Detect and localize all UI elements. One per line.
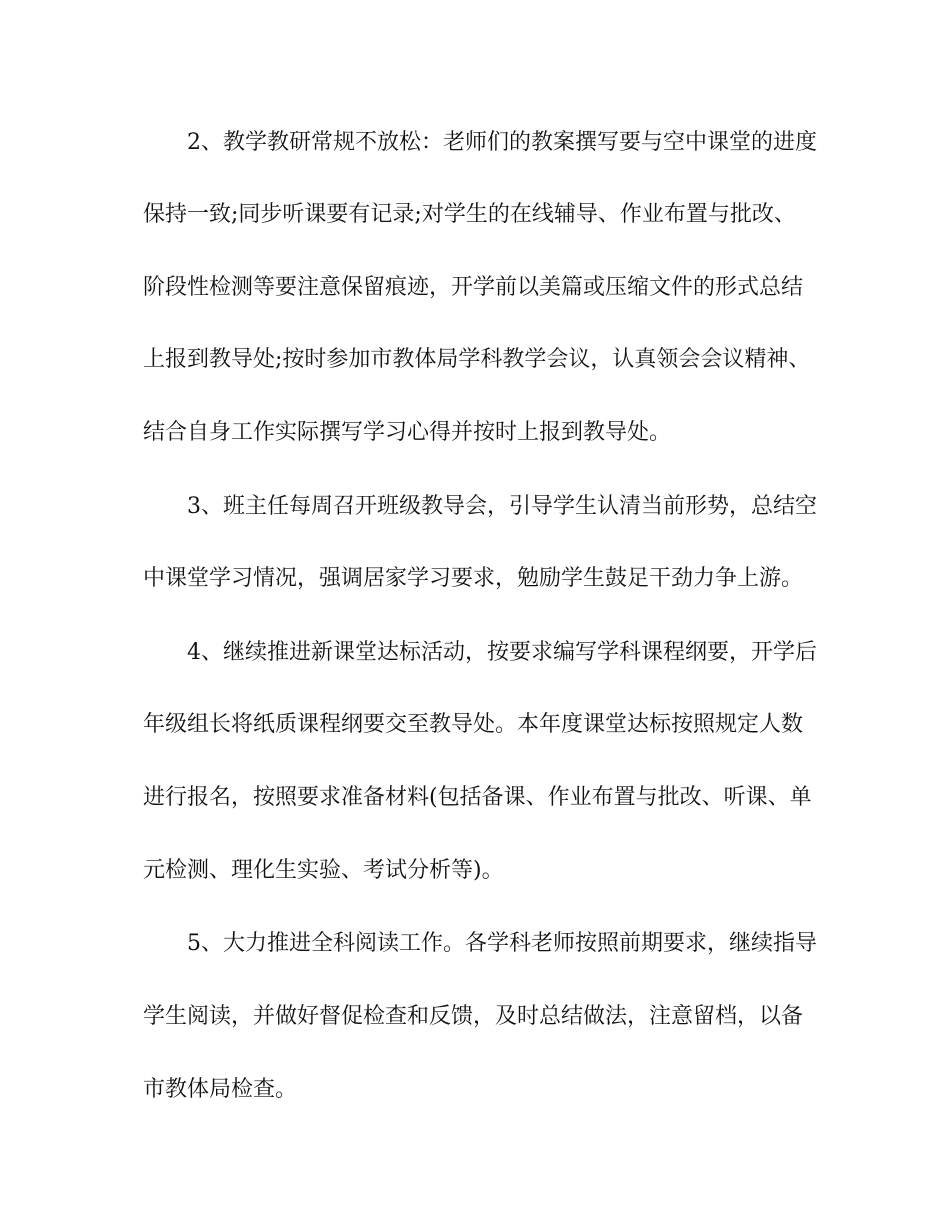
paragraph-2-line-5: 结合自身工作实际撰写学习心得并按时上报到教导处。 bbox=[143, 420, 672, 445]
paragraph-4-line-1: 4、继续推进新课堂达标活动，按要求编写学科课程纲要，开学后 bbox=[187, 640, 817, 665]
paragraph-4-line-3: 进行报名，按照要求准备材料(包括备课、作业布置与批改、听课、单 bbox=[143, 785, 812, 810]
paragraph-2-line-4: 上报到教导处;按时参加市教体局学科教学会议，认真领会会议精神、 bbox=[143, 347, 811, 372]
paragraph-5-line-2: 学生阅读，并做好督促检查和反馈，及时总结做法，注意留档，以备 bbox=[143, 1004, 804, 1029]
paragraph-5-line-1: 5、大力推进全科阅读工作。各学科老师按照前期要求，继续指导 bbox=[187, 931, 817, 956]
paragraph-2-line-2: 保持一致;同步听课要有记录;对学生的在线辅导、作业布置与批改、 bbox=[143, 202, 796, 227]
paragraph-4-line-2: 年级组长将纸质课程纲要交至教导处。本年度课堂达标按照规定人数 bbox=[143, 712, 804, 737]
paragraph-2-line-3: 阶段性检测等要注意保留痕迹，开学前以美篇或压缩文件的形式总结 bbox=[143, 275, 804, 300]
paragraph-5-line-3: 市教体局检查。 bbox=[143, 1077, 298, 1102]
paragraph-3-line-1: 3、班主任每周召开班级教导会，引导学生认清当前形势，总结空 bbox=[187, 494, 817, 519]
paragraph-3-line-2: 中课堂学习情况，强调居家学习要求，勉励学生鼓足干劲力争上游。 bbox=[143, 566, 804, 591]
paragraph-4-line-4: 元检测、理化生实验、考试分析等)。 bbox=[143, 858, 504, 883]
paragraph-2-line-1: 2、教学教研常规不放松：老师们的教案撰写要与空中课堂的进度 bbox=[187, 130, 817, 155]
